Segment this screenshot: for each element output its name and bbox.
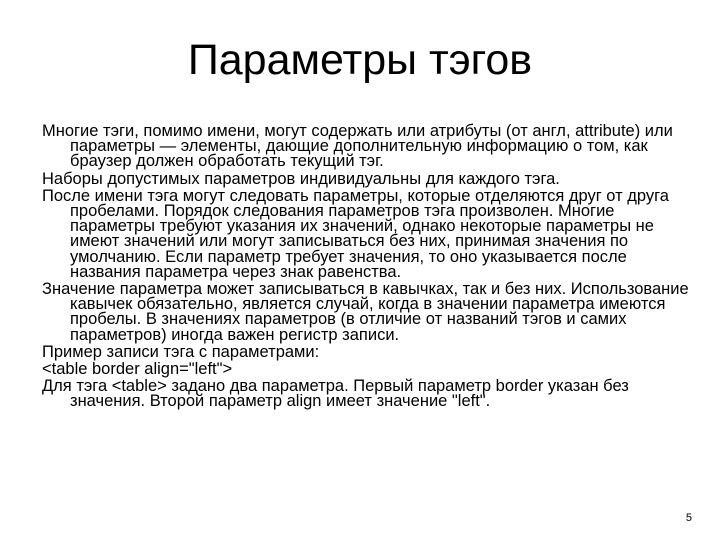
paragraph-parameter-order: После имени тэга могут следовать параметры, которые отделяются друг от друга пробелами. Порядок следования параметров тэга произволен. Многие параметры требуют указания их значений, однако некоторые параметры не имеют значений или могут записываться без них, принимая значения по умолчанию. Если параметр требует значения, то оно указывается после названия параметра через знак равенства. <box>42 186 669 281</box>
paragraph-parameter-sets: Наборы допустимых параметров индивидуальны для каждого тэга. <box>42 169 560 188</box>
slide-body <box>42 124 692 412</box>
paragraph-example-explanation: Для тэга <table> задано два параметра. Первый параметр border указан без значения. Второй параметр align имеет значение "left". <box>42 377 629 411</box>
page-number: 5 <box>685 512 692 524</box>
paragraph-attributes: Многие тэги, помимо имени, могут содержать или атрибуты (от англ, attribute) или параметры — элементы, дающие дополнительную информацию о том, как браузер должен обработать текущий тэг. <box>42 122 673 171</box>
paragraph-quotes: Значение параметра может записываться в кавычках, так и без них. Использование кавычек обязательно, является случай, когда в значении параметра имеются пробелы. В значениях параметров (в отличие от названий тэгов и самих параметров) иногда важен регистр записи. <box>42 280 689 344</box>
paragraph-example-code: <table border align="left"> <box>42 360 233 379</box>
paragraph-example-intro: Пример записи тэга с параметрами: <box>42 342 320 361</box>
slide-title: Параметры тэгов <box>187 36 533 84</box>
